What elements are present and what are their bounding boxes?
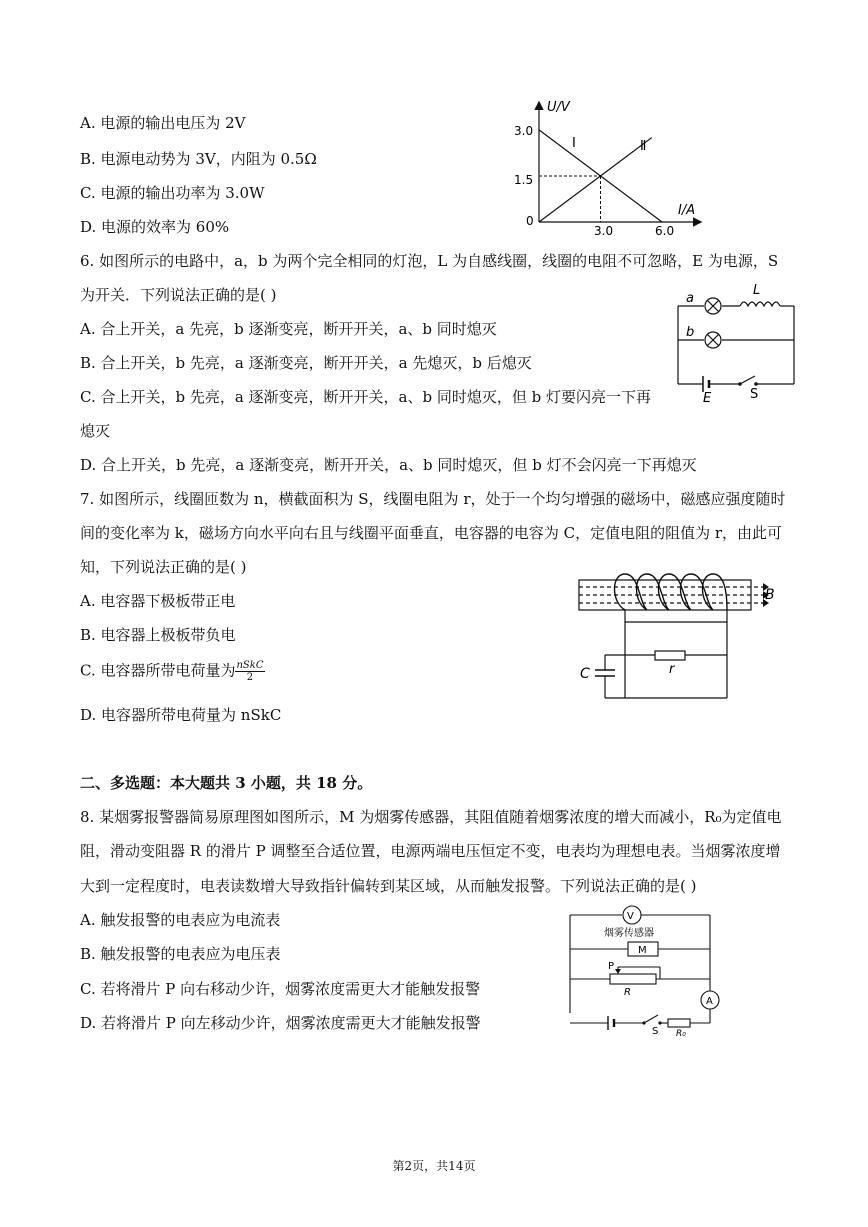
label-v: V xyxy=(627,911,634,922)
section-title: 二、多选题：本大题共 3 小题，共 18 分。 xyxy=(80,774,373,792)
q8-option-d: D. 若将滑片 P 向左移动少许，烟雾浓度需更大才能触发报警 xyxy=(80,1014,481,1032)
q8-option-c: C. 若将滑片 P 向右移动少许，烟雾浓度需更大才能触发报警 xyxy=(80,980,481,998)
label-s: S xyxy=(652,1026,659,1037)
q6-option-c-2: 熄灭 xyxy=(80,422,111,440)
label-r: r xyxy=(669,662,675,677)
q6-option-a: A. 合上开关，a 先亮，b 逐渐变亮，断开开关，a、b 同时熄灭 xyxy=(80,320,497,338)
label-a: A xyxy=(706,996,713,1007)
q6-circuit xyxy=(670,280,810,402)
line-label-ii: Ⅱ xyxy=(640,139,647,154)
label-e: E xyxy=(703,391,712,402)
q8-option-b: B. 触发报警的电表应为电压表 xyxy=(80,945,281,963)
label-r0: R₀ xyxy=(676,1029,686,1038)
fraction-numerator: nSkC xyxy=(236,660,264,671)
label-sensor: 烟雾传感器 xyxy=(604,928,654,939)
q6-option-b: B. 合上开关，b 先亮，a 逐渐变亮，断开开关，a 先熄灭，b 后熄灭 xyxy=(80,354,532,372)
y-tick-3: 3.0 xyxy=(514,124,534,138)
label-r: R xyxy=(624,987,631,998)
q7-option-b: B. 电容器上极板带负电 xyxy=(80,626,236,644)
q7-coil-figure xyxy=(575,570,785,705)
q5-option-c: C. 电源的输出功率为 3.0W xyxy=(80,184,265,202)
q5-option-a: A. 电源的输出电压为 2V xyxy=(80,114,246,132)
label-a: a xyxy=(686,291,694,306)
label-l: L xyxy=(753,283,761,298)
q8-stem-3: 大到一定程度时，电表读数增大导致指针偏转到某区域，从而触发报警。下列说法正确的是( ) xyxy=(80,877,697,895)
x-tick-6: 6.0 xyxy=(655,224,675,235)
q6-option-d: D. 合上开关，b 先亮，a 逐渐变亮，断开开关，a、b 同时熄灭，但 b 灯不会闪亮一下再熄灭 xyxy=(80,456,697,474)
q7-option-d: D. 电容器所带电荷量为 nSkC xyxy=(80,706,282,724)
rheostat-r xyxy=(610,974,656,984)
series-line-2 xyxy=(539,138,652,222)
fraction-denominator: 2 xyxy=(246,672,254,683)
label-b: b xyxy=(686,325,695,340)
label-s: S xyxy=(750,387,759,402)
q7-option-c xyxy=(80,660,265,683)
q5-option-b: B. 电源电动势为 3V，内阻为 0.5Ω xyxy=(80,150,317,168)
label-c: C xyxy=(580,666,590,682)
page-footer: 第2页，共14页 xyxy=(392,1159,476,1173)
q6-stem-2: 为开关．下列说法正确的是( ) xyxy=(80,286,277,304)
resistor-r0 xyxy=(668,1019,690,1027)
q5-option-d: D. 电源的效率为 60% xyxy=(80,218,230,236)
q8-stem-2: 阻，滑动变阻器 R 的滑片 P 调整至合适位置，电源两端电压恒定不变，电表均为理想电表。当烟雾浓度增 xyxy=(80,842,781,860)
q6-stem-1: 6. 如图所示的电路中，a，b 为两个完全相同的灯泡，L 为自感线圈，线圈的电阻不可忽略，E 为电源，S xyxy=(80,252,779,270)
ui-graph xyxy=(500,95,720,235)
label-b-field: B xyxy=(765,587,775,603)
resistor-r xyxy=(655,651,685,660)
q7-stem-2: 间的变化率为 k，磁场方向水平向右且与线圈平面垂直，电容器的电容为 C，定值电阻的阻值为 r，由此可 xyxy=(80,524,783,542)
q7-stem-1: 7. 如图所示，线圈匝数为 n，横截面积为 S，线圈电阻为 r，处于一个均匀增强的磁场中，磁感应强度随时 xyxy=(80,490,786,508)
y-tick-1-5: 1.5 xyxy=(514,173,534,187)
q8-circuit xyxy=(560,903,730,1038)
y-axis-label: U/V xyxy=(547,100,570,115)
q6-option-c-1: C. 合上开关，b 先亮，a 逐渐变亮，断开开关，a、b 同时熄灭，但 b 灯要闪亮一下再 xyxy=(80,388,652,406)
q7-option-c-fraction xyxy=(235,660,264,683)
label-p: P xyxy=(608,961,615,972)
line-label-i: I xyxy=(572,136,576,151)
q7-option-c-prefix: C. 电容器所带电荷量为 xyxy=(80,661,236,680)
q8-stem-1: 8. 某烟雾报警器简易原理图如图所示，M 为烟雾传感器，其阻值随着烟雾浓度的增大而减小，R₀为定值电 xyxy=(80,808,782,826)
origin-label: 0 xyxy=(526,214,534,228)
q7-stem-3: 知，下列说法正确的是( ) xyxy=(80,558,247,576)
x-tick-3: 3.0 xyxy=(594,224,614,235)
q7-option-a: A. 电容器下极板带正电 xyxy=(80,592,236,610)
q8-option-a: A. 触发报警的电表应为电流表 xyxy=(80,911,281,929)
label-m: M xyxy=(638,945,647,956)
x-axis-label: I/A xyxy=(678,203,696,218)
